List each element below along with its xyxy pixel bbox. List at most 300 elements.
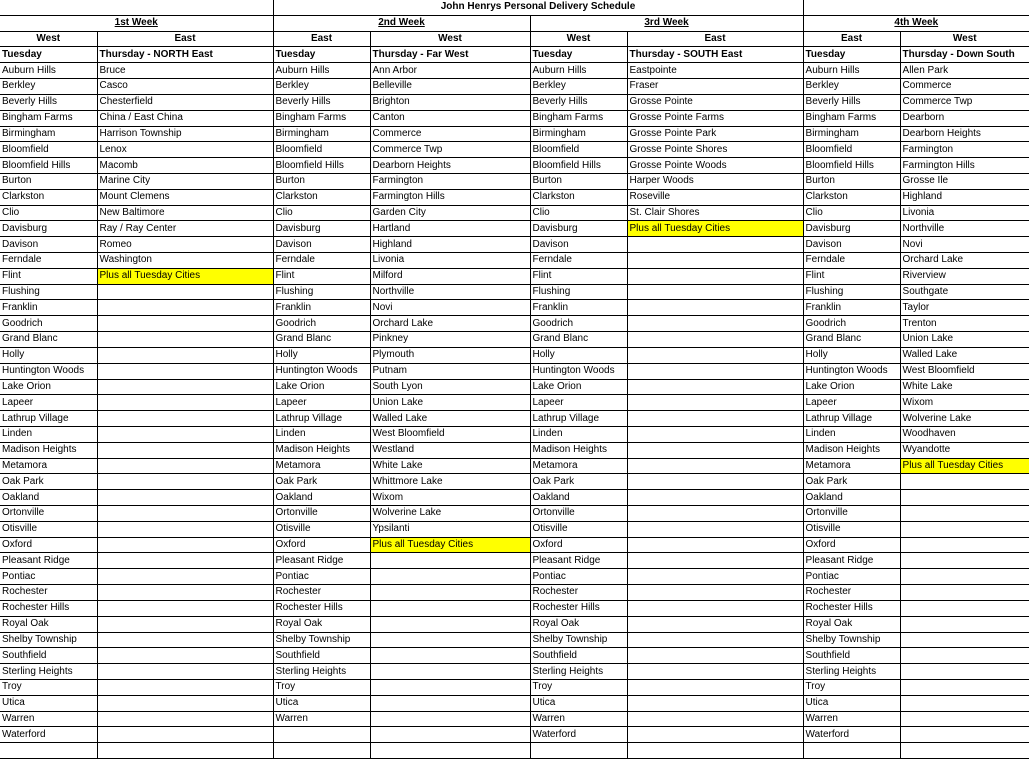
direction-header: East [97,31,273,47]
day-header: Thursday - SOUTH East [627,47,803,63]
empty-cell [97,284,273,300]
city-cell: Berkley [273,79,370,95]
empty-cell [627,585,803,601]
city-cell: Oxford [273,537,370,553]
city-cell: Farmington Hills [370,189,530,205]
city-cell: Beverly Hills [0,94,97,110]
empty-cell [900,679,1029,695]
table-row [0,600,1029,616]
city-cell: Metamora [0,458,97,474]
table-row [0,569,1029,585]
empty-cell [370,664,530,680]
table-row [0,347,1029,363]
city-cell: Southfield [0,648,97,664]
city-cell: Grosse Pointe Farms [627,110,803,126]
city-cell: Linden [273,426,370,442]
empty-cell [900,632,1029,648]
city-cell: Rochester Hills [803,600,900,616]
empty-cell [370,585,530,601]
city-cell: Bingham Farms [273,110,370,126]
empty-cell [627,237,803,253]
city-cell: Southgate [900,284,1029,300]
city-cell: Troy [530,679,627,695]
table-row [0,110,1029,126]
city-cell: Goodrich [0,316,97,332]
city-cell: Farmington [900,142,1029,158]
empty-cell [627,411,803,427]
empty-cell [97,332,273,348]
city-cell: Flushing [273,284,370,300]
empty-cell [97,537,273,553]
city-cell: Pleasant Ridge [0,553,97,569]
city-cell: Royal Oak [273,616,370,632]
city-cell: Royal Oak [530,616,627,632]
empty-cell [627,379,803,395]
city-cell: Huntington Woods [803,363,900,379]
empty-cell [97,585,273,601]
city-cell: Bloomfield [0,142,97,158]
empty-cell [627,743,803,759]
empty-cell [97,743,273,759]
table-row [0,79,1029,95]
city-cell: Oakland [530,490,627,506]
city-cell: Warren [0,711,97,727]
city-cell: Ortonville [530,506,627,522]
city-cell: Clarkston [530,189,627,205]
empty-cell [627,664,803,680]
direction-header: West [370,31,530,47]
city-cell: Lake Orion [0,379,97,395]
city-cell: Troy [803,679,900,695]
city-cell: Canton [370,110,530,126]
empty-cell [627,648,803,664]
highlight-note: Plus all Tuesday Cities [900,458,1029,474]
city-cell: Garden City [370,205,530,221]
city-cell: Pontiac [0,569,97,585]
city-cell: Metamora [803,458,900,474]
city-cell: Lathrup Village [273,411,370,427]
city-cell: Grosse Pointe [627,94,803,110]
city-cell: Linden [530,426,627,442]
empty-cell [97,600,273,616]
city-cell: Marine City [97,173,273,189]
empty-cell [900,743,1029,759]
city-cell: Franklin [0,300,97,316]
week-header: 4th Week [803,15,1029,31]
direction-header: East [627,31,803,47]
city-cell: Holly [0,347,97,363]
city-cell: Royal Oak [0,616,97,632]
empty-cell [627,632,803,648]
city-cell: Chesterfield [97,94,273,110]
city-cell: Commerce [370,126,530,142]
city-cell: Riverview [900,268,1029,284]
city-cell: Sterling Heights [530,664,627,680]
city-cell: Taylor [900,300,1029,316]
empty-cell [273,727,370,743]
city-cell: Casco [97,79,273,95]
city-cell: Commerce Twp [900,94,1029,110]
city-cell: Lapeer [273,395,370,411]
city-cell: Dearborn [900,110,1029,126]
empty-cell [97,395,273,411]
empty-cell [900,569,1029,585]
direction-header: West [900,31,1029,47]
city-cell: Westland [370,442,530,458]
city-cell: Shelby Township [273,632,370,648]
day-header: Tuesday [803,47,900,63]
empty-cell [370,679,530,695]
city-cell: Rochester Hills [530,600,627,616]
city-cell: Harrison Township [97,126,273,142]
city-cell: Rochester [530,585,627,601]
empty-cell [97,521,273,537]
empty-cell [900,648,1029,664]
city-cell: China / East China [97,110,273,126]
table-row [0,537,1029,553]
table-row [0,205,1029,221]
empty-cell [97,648,273,664]
city-cell: Ortonville [273,506,370,522]
city-cell: Pinkney [370,332,530,348]
city-cell: Roseville [627,189,803,205]
table-row [0,711,1029,727]
city-cell: Oxford [0,537,97,553]
city-cell: Allen Park [900,63,1029,79]
city-cell: Lake Orion [530,379,627,395]
table-row [0,253,1029,269]
empty-cell [627,395,803,411]
empty-cell [627,553,803,569]
city-cell: Whittmore Lake [370,474,530,490]
table-row [0,426,1029,442]
city-cell: Pontiac [273,569,370,585]
city-cell: St. Clair Shores [627,205,803,221]
week-header: 2nd Week [273,15,530,31]
city-cell: Flint [273,268,370,284]
city-cell: Warren [530,711,627,727]
city-cell: Wixom [370,490,530,506]
empty-cell [627,616,803,632]
city-cell: Bruce [97,63,273,79]
city-cell: Otisville [803,521,900,537]
city-cell: Clio [530,205,627,221]
city-cell: Auburn Hills [803,63,900,79]
city-cell: Rochester [803,585,900,601]
empty-cell [0,0,97,15]
empty-cell [900,695,1029,711]
week-header: 1st Week [0,15,273,31]
table-row [0,521,1029,537]
city-cell: Oakland [273,490,370,506]
city-cell: Lenox [97,142,273,158]
city-cell: Union Lake [900,332,1029,348]
city-cell: Grand Blanc [530,332,627,348]
empty-cell [627,727,803,743]
city-cell: Wolverine Lake [900,411,1029,427]
city-cell: Wyandotte [900,442,1029,458]
city-cell: Davisburg [273,221,370,237]
city-cell: Franklin [803,300,900,316]
city-cell: Davison [273,237,370,253]
city-cell: West Bloomfield [900,363,1029,379]
city-cell: Rochester [0,585,97,601]
empty-cell [627,679,803,695]
city-cell: Southfield [273,648,370,664]
city-cell: Davisburg [803,221,900,237]
city-cell: Waterford [530,727,627,743]
empty-cell [900,616,1029,632]
city-cell: Burton [803,173,900,189]
empty-cell [273,743,370,759]
empty-cell [627,253,803,269]
city-cell: Southfield [530,648,627,664]
city-cell: Flint [803,268,900,284]
empty-cell [370,695,530,711]
empty-cell [97,616,273,632]
city-cell: Davisburg [530,221,627,237]
city-cell: White Lake [370,458,530,474]
highlight-note: Plus all Tuesday Cities [370,537,530,553]
city-cell: Beverly Hills [803,94,900,110]
empty-cell [627,537,803,553]
city-cell: Grand Blanc [803,332,900,348]
empty-cell [900,0,1029,15]
empty-cell [97,300,273,316]
empty-cell [627,316,803,332]
city-cell: Burton [0,173,97,189]
city-cell: Clio [803,205,900,221]
week-header: 3rd Week [530,15,803,31]
city-cell: Berkley [0,79,97,95]
city-cell: Utica [0,695,97,711]
city-cell: Sterling Heights [803,664,900,680]
empty-cell [803,743,900,759]
city-cell: Grand Blanc [273,332,370,348]
city-cell: Orchard Lake [370,316,530,332]
city-cell: Rochester [273,585,370,601]
table-row [0,284,1029,300]
city-cell: Bingham Farms [803,110,900,126]
city-cell: Waterford [803,727,900,743]
city-cell: Lathrup Village [803,411,900,427]
empty-cell [900,600,1029,616]
city-cell: Waterford [0,727,97,743]
city-cell: Davison [0,237,97,253]
city-cell: Highland [370,237,530,253]
city-cell: Linden [0,426,97,442]
empty-cell [97,679,273,695]
empty-cell [97,727,273,743]
empty-cell [370,648,530,664]
city-cell: Madison Heights [530,442,627,458]
city-cell: Bloomfield [273,142,370,158]
table-row [0,679,1029,695]
city-cell: Fraser [627,79,803,95]
table-row [0,616,1029,632]
city-cell: Grosse Ile [900,173,1029,189]
empty-cell [97,632,273,648]
city-cell: Birmingham [273,126,370,142]
city-cell: Oak Park [0,474,97,490]
city-cell: Troy [273,679,370,695]
day-header: Thursday - NORTH East [97,47,273,63]
table-row [0,458,1029,474]
city-cell: Lapeer [530,395,627,411]
city-cell: Plymouth [370,347,530,363]
city-cell: Novi [370,300,530,316]
empty-cell [627,569,803,585]
table-row [0,553,1029,569]
city-cell: Pleasant Ridge [803,553,900,569]
city-cell: Bloomfield Hills [0,158,97,174]
empty-cell [627,490,803,506]
city-cell: Auburn Hills [530,63,627,79]
city-cell: Union Lake [370,395,530,411]
city-cell: Clarkston [803,189,900,205]
city-cell: Goodrich [530,316,627,332]
empty-cell [97,569,273,585]
empty-cell [97,411,273,427]
table-row [0,395,1029,411]
direction-header: East [803,31,900,47]
empty-cell [900,506,1029,522]
city-cell: Harper Woods [627,173,803,189]
empty-cell [900,553,1029,569]
table-row [0,632,1029,648]
empty-cell [370,743,530,759]
city-cell: Pleasant Ridge [530,553,627,569]
city-cell: Beverly Hills [530,94,627,110]
table-row [0,63,1029,79]
city-cell: Bloomfield Hills [803,158,900,174]
day-header: Tuesday [0,47,97,63]
empty-cell [627,442,803,458]
city-cell: Southfield [803,648,900,664]
city-cell: Pontiac [803,569,900,585]
city-cell: Madison Heights [0,442,97,458]
table-row [0,506,1029,522]
city-cell: Davisburg [0,221,97,237]
city-cell: Lake Orion [273,379,370,395]
city-cell: Shelby Township [530,632,627,648]
city-cell: Metamora [273,458,370,474]
city-cell: Shelby Township [803,632,900,648]
table-row [0,158,1029,174]
highlight-note: Plus all Tuesday Cities [627,221,803,237]
table-row [0,316,1029,332]
empty-cell [97,316,273,332]
empty-cell [900,711,1029,727]
table-row [0,268,1029,284]
city-cell: Utica [803,695,900,711]
city-cell: Woodhaven [900,426,1029,442]
city-cell: Bingham Farms [530,110,627,126]
empty-cell [627,363,803,379]
empty-cell [97,379,273,395]
day-header: Tuesday [530,47,627,63]
city-cell: Berkley [530,79,627,95]
city-cell: Lathrup Village [530,411,627,427]
city-cell: Dearborn Heights [900,126,1029,142]
city-cell: Lapeer [803,395,900,411]
city-cell: Sterling Heights [0,664,97,680]
empty-cell [97,347,273,363]
city-cell: Walled Lake [900,347,1029,363]
day-header: Thursday - Down South [900,47,1029,63]
city-cell: Hartland [370,221,530,237]
empty-cell [370,632,530,648]
table-row [0,411,1029,427]
table-row [0,173,1029,189]
day-header: Tuesday [273,47,370,63]
city-cell: Lapeer [0,395,97,411]
city-cell: Ferndale [803,253,900,269]
city-cell: Orchard Lake [900,253,1029,269]
city-cell: Clarkston [0,189,97,205]
city-cell: Dearborn Heights [370,158,530,174]
city-cell: Bloomfield Hills [273,158,370,174]
empty-cell [97,490,273,506]
city-cell: Birmingham [0,126,97,142]
city-cell: Ray / Ray Center [97,221,273,237]
city-cell: Madison Heights [273,442,370,458]
empty-cell [900,585,1029,601]
city-cell: Eastpointe [627,63,803,79]
city-cell: Flushing [530,284,627,300]
city-cell: Wolverine Lake [370,506,530,522]
city-cell: Ortonville [0,506,97,522]
table-row [0,474,1029,490]
empty-cell [627,347,803,363]
table-row [0,664,1029,680]
city-cell: Pontiac [530,569,627,585]
city-cell: Mount Clemens [97,189,273,205]
table-row [0,490,1029,506]
city-cell: Huntington Woods [530,363,627,379]
city-cell: Birmingham [803,126,900,142]
city-cell: Lathrup Village [0,411,97,427]
city-cell: New Baltimore [97,205,273,221]
city-cell: Clio [273,205,370,221]
city-cell: Birmingham [530,126,627,142]
city-cell: Oak Park [803,474,900,490]
table-row [0,142,1029,158]
city-cell: Burton [273,173,370,189]
empty-cell [627,284,803,300]
city-cell: Sterling Heights [273,664,370,680]
city-cell: Lake Orion [803,379,900,395]
empty-cell [530,743,627,759]
city-cell: Northville [370,284,530,300]
empty-cell [370,711,530,727]
city-cell: Pleasant Ridge [273,553,370,569]
city-cell: Franklin [273,300,370,316]
city-cell: Madison Heights [803,442,900,458]
table-row [0,189,1029,205]
city-cell: Oxford [530,537,627,553]
empty-cell [370,600,530,616]
city-cell: Ferndale [273,253,370,269]
city-cell: Troy [0,679,97,695]
city-cell: Ferndale [530,253,627,269]
empty-cell [627,695,803,711]
city-cell: Commerce Twp [370,142,530,158]
city-cell: Flushing [0,284,97,300]
empty-cell [627,332,803,348]
city-cell: Novi [900,237,1029,253]
city-cell: Holly [273,347,370,363]
